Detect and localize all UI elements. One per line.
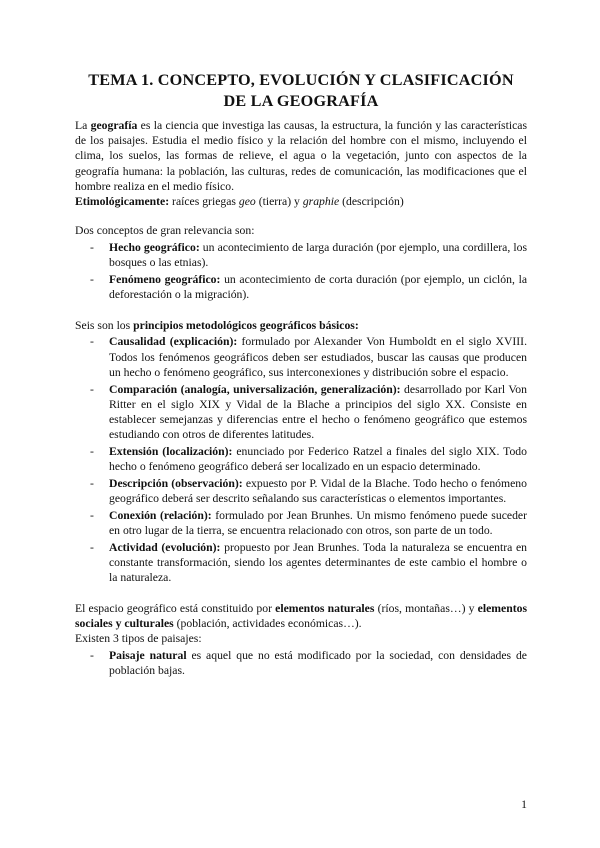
etymology-line: Etimológicamente: raíces griegas geo (tierra) y graphie (descripción) [75, 195, 404, 209]
list-item: - Hecho geográfico: un acontecimiento de larga duración (por ejemplo, una cordillera, los bosques o las etnias). [90, 240, 527, 270]
title-line-1: TEMA 1. CONCEPTO, EVOLUCIÓN Y CLASIFICACIÓN [88, 71, 514, 89]
geo-term: geo [238, 195, 256, 209]
list-item: - Comparación (analogía, universalización, generalización): desarrollado por Karl Von Ritter en el siglo XIX y Vidal de la Blache a principios del siglo XX. Consiste en establecer semejanzas y diferencias entre el hecho o fenómeno geográfico que estemos estudiando con otros de diferentes latitudes. [90, 382, 527, 442]
list-item: - Descripción (observación): expuesto por P. Vidal de la Blache. Todo hecho o fenómeno geográfico deberá ser descrito señalando sus características o elementos importantes. [90, 476, 527, 505]
principles-intro: Seis son los principios metodológicos geográficos básicos: [75, 318, 359, 332]
page-title [75, 70, 527, 112]
list-item: - Causalidad (explicación): formulado por Alexander Von Humboldt en el siglo XVIII. Todos los fenómenos geográficos deben ser estudiados, buscar las causas que producen un hecho o fenómeno geográfico, sus interconexiones y distribución sobre el espacio. [90, 335, 527, 379]
space-paragraph: El espacio geográfico está constituido por elementos naturales (ríos, montañas…) y elementos sociales y culturales (población, actividades económicas…). [75, 601, 528, 630]
principles-list [75, 334, 527, 585]
concepts-list [75, 240, 527, 302]
etymology-label: Etimológicamente: [75, 195, 170, 209]
list-item: - Actividad (evolución): propuesto por Jean Brunhes. Toda la naturaleza se encuentra en constante transformación, siendo los agentes determinantes de este cambio el hombre o la naturaleza. [90, 540, 528, 584]
graphie-term: graphie [302, 195, 340, 209]
landscapes-list [75, 648, 527, 678]
title-line-2: DE LA GEOGRAFÍA [223, 92, 379, 110]
geografia-term: geografía [90, 119, 138, 132]
list-item: - Fenómeno geográfico: un acontecimiento de corta duración (por ejemplo, un ciclón, la deforestación o la migración). [90, 272, 528, 302]
list-item: - Conexión (relación): formulado por Jean Brunhes. Un mismo fenómeno puede suceder en otro lugar de la tierra, se encuentra relacionado con otros, son parte de un todo. [90, 508, 527, 537]
concepts-intro: Dos conceptos de gran relevancia son: [75, 224, 255, 238]
list-item: - Paisaje natural es aquel que no está modificado por la sociedad, con densidades de población bajas. [90, 648, 527, 677]
intro-paragraph: La geografía es la ciencia que investiga las causas, la estructura, la función y las características de los paisajes. Estudia el medio físico y la relación del hombre con el mismo, incluyendo el clima, los suelos, las formas de relieve, el agua o la vegetación, junto con aspectos de la geografía humana: la población, las culturas, redes de comunicación, las modificaciones que el hombre realiza en el medio físico. [75, 119, 527, 193]
document-page [75, 70, 527, 680]
landscape-types-intro: Existen 3 tipos de paisajes: [75, 632, 202, 646]
page-number: 1 [521, 798, 527, 811]
list-item: - Extensión (localización): enunciado por Federico Ratzel a finales del siglo XIX. Todo hecho o fenómeno geográfico deberá ser localizado en un espacio determinado. [90, 444, 527, 474]
